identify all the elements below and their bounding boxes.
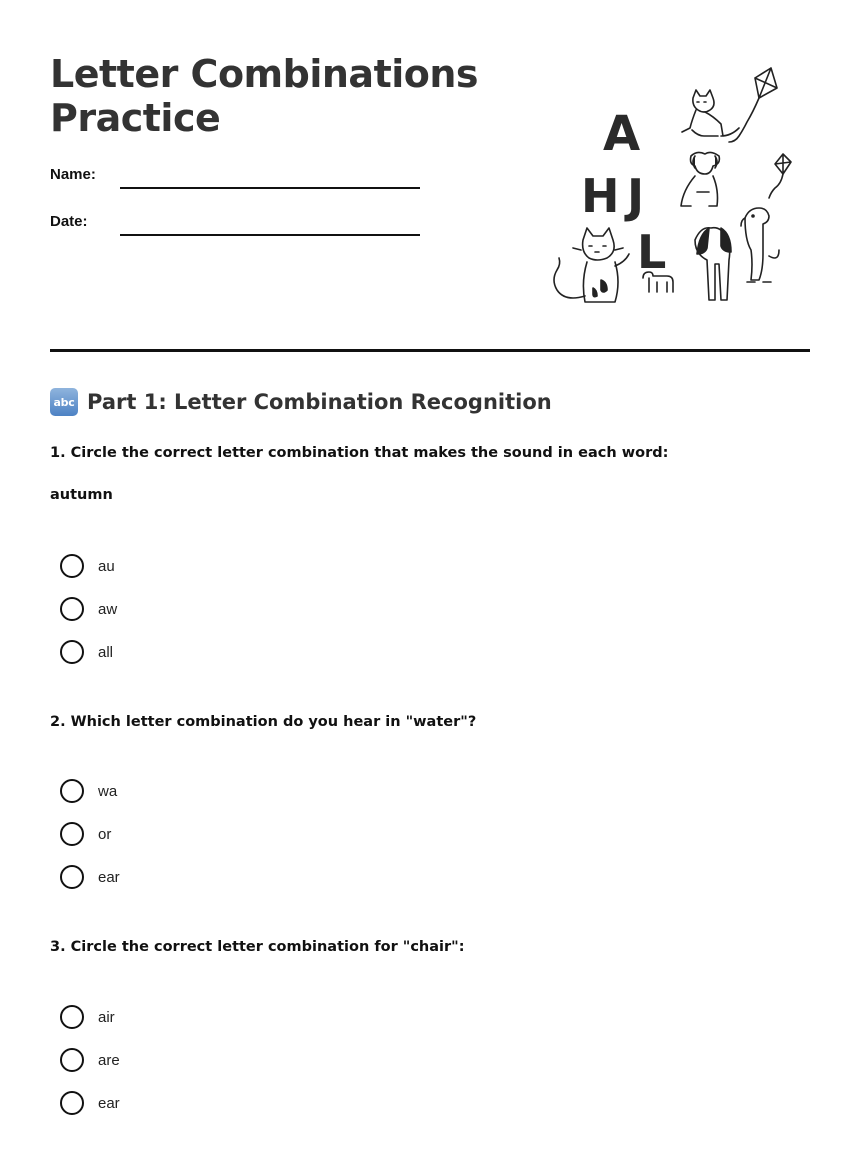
option-q2-b[interactable] [60,822,111,846]
answer-circle[interactable] [60,597,84,621]
date-label: Date: [50,213,88,230]
answer-circle[interactable] [60,822,84,846]
option-label: all [98,643,114,661]
name-line[interactable] [120,187,420,189]
option-q1-a[interactable] [60,554,115,578]
worksheet-title [50,52,510,140]
letter-j: J [627,169,645,223]
option-q3-b[interactable] [60,1048,120,1072]
name-label: Name: [50,166,96,183]
option-label: aw [98,600,118,618]
answer-circle[interactable] [60,554,84,578]
abc-icon: abc [50,388,78,416]
question-3-prompt: 3. Circle the correct letter combination for "chair": [50,939,465,955]
dog-icon [681,152,719,206]
answer-circle[interactable] [60,865,84,889]
option-q2-c[interactable] [60,865,120,889]
kite-icon [769,154,791,198]
animals-letters-illustration [545,60,805,315]
title-line-1: Letter Combinations [50,52,479,96]
section-divider [50,349,810,352]
option-label: wa [98,782,118,800]
dog-icon [695,228,731,300]
part-1-heading [50,388,552,416]
option-label: ear [98,1094,120,1112]
option-q3-c[interactable] [60,1091,120,1115]
letter-a: A [603,106,641,162]
cat-icon [682,90,739,136]
option-label: or [98,825,112,843]
letter-l: L [637,225,667,279]
dog-icon [741,208,779,282]
question-2-prompt: 2. Which letter combination do you hear in "water"? [50,714,477,730]
letter-h: H [581,169,620,223]
option-label: air [98,1008,115,1026]
answer-circle[interactable] [60,1048,84,1072]
option-q1-b[interactable] [60,597,117,621]
answer-circle[interactable] [60,640,84,664]
option-q3-a[interactable] [60,1005,115,1029]
part-1-title: Part 1: Letter Combination Recognition [87,390,552,414]
option-label: au [98,557,115,575]
option-q2-a[interactable] [60,779,117,803]
answer-circle[interactable] [60,1005,84,1029]
question-1-prompt: 1. Circle the correct letter combination that makes the sound in each word: [50,445,669,461]
answer-circle[interactable] [60,779,84,803]
option-label: are [98,1051,120,1069]
title-line-2: Practice [50,96,221,140]
option-label: ear [98,868,120,886]
option-q1-c[interactable] [60,640,113,664]
question-1-word: autumn [50,487,113,503]
date-line[interactable] [120,234,420,236]
cat-icon [554,228,629,302]
answer-circle[interactable] [60,1091,84,1115]
